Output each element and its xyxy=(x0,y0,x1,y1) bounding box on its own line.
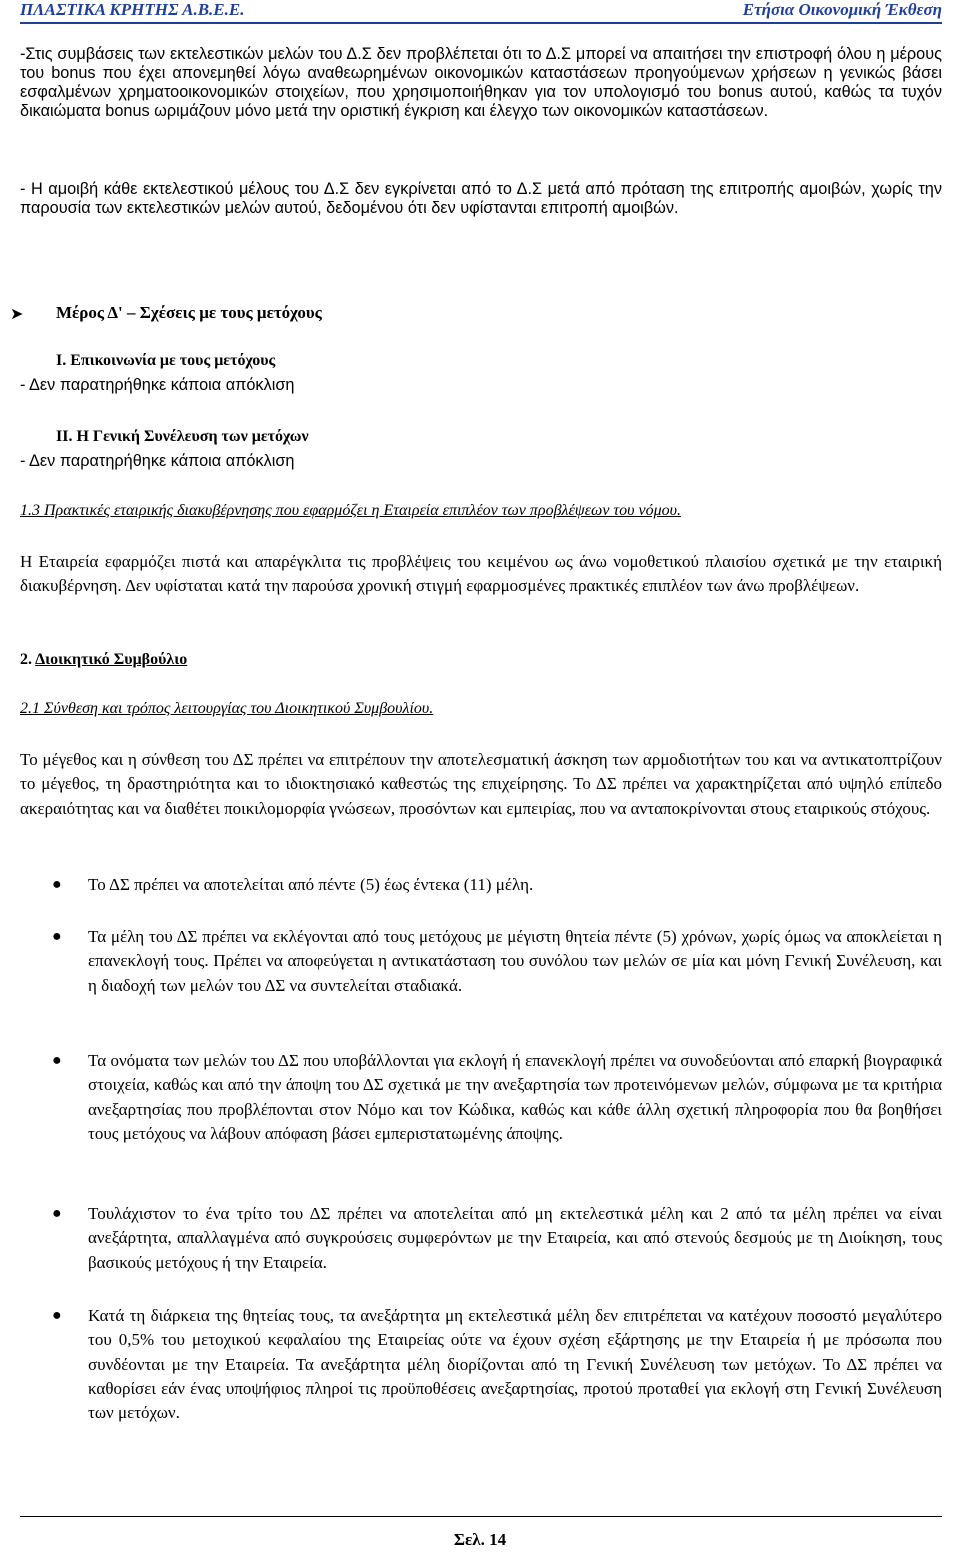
bullet-dot-icon: ● xyxy=(52,876,62,893)
section-1-3-text: Η Εταιρεία εφαρμόζει πιστά και απαρέγκλιτα τις προβλέψεις του κειμένου ως άνω νομοθετικού πλαισίου σχετικά με την εταιρική διακυβέρνηση. Δεν υφίσταται κατά την παρούσα χρονική στιγμή εφαρμοσμένες πρακτικές επιπλέον των άνω προβλέψεων. xyxy=(20,552,942,596)
section-ii-title: ΙΙ. Η Γενική Συνέλευση των μετόχων xyxy=(56,428,309,445)
section-i-text: - Δεν παρατηρήθηκε κάποια απόκλιση xyxy=(20,376,295,394)
section-2-1-text: Το μέγεθος και η σύνθεση του ΔΣ πρέπει να επιτρέπουν την αποτελεσματική άσκηση των αρμοδιοτήτων του και να αντικατοπτρίζουν το μέγεθος, τη δραστηριότητα και το ιδιοκτησιακό καθεστώς της επιχείρησης. Το ΔΣ πρέπει να χαρακτηρίζεται από υψηλό επίπεδο ακεραιότητας και να διαθέτει ποικιλομορφία γνώσεων, προσόντων και εμπειρίας, που να ανταποκρίνονται στους εταιρικούς στόχους. xyxy=(20,750,942,818)
intro-paragraph-2: - Η αμοιβή κάθε εκτελεστικού μέλους του Δ.Σ δεν εγκρίνεται από το Δ.Σ μετά από πρόταση της επιτροπής αμοιβών, χωρίς την παρουσία των εκτελεστικών μελών αυτού, δεδομένου ότι δεν υφίστανται επιτροπή αμοιβών. xyxy=(20,180,942,217)
report-title: Ετήσια Οικονομική Έκθεση xyxy=(742,0,942,19)
bullet-dot-icon: ● xyxy=(52,1205,62,1222)
section-i-title: Ι. Επικοινωνία με τους μετόχους xyxy=(56,352,276,369)
section-ii-text: - Δεν παρατηρήθηκε κάποια απόκλιση xyxy=(20,452,295,470)
bullet-dot-icon: ● xyxy=(52,1052,62,1069)
bullet-item: Τα μέλη του ΔΣ πρέπει να εκλέγονται από τους μετόχους με μέγιστη θητεία πέντε (5) χρόνων, χωρίς όμως να αποκλείεται η επανεκλογή τους. Πρέπει να αποφεύγεται η αντικατάσταση του συνόλου των μελών σε μία και μόνη Γενική Συνέλευση, και η διαδοχή των μελών του ΔΣ να συντελείται σταδιακά. xyxy=(88,927,942,995)
page-header xyxy=(0,0,960,22)
section-2-1-title: 2.1 Σύνθεση και τρόπος λειτουργίας του Διοικητικού Συμβουλίου. xyxy=(20,700,434,717)
section-2-number: 2. xyxy=(20,651,32,668)
bullet-item: Τουλάχιστον το ένα τρίτο του ΔΣ πρέπει να αποτελείται από μη εκτελεστικά μέλη και 2 από τα μέλη πρέπει να είναι ανεξάρτητα, απαλλαγμένα από συγκρούσεις συμφερόντων με την Εταιρεία, και από στενούς δεσμούς με τη Διοίκηση, τους βασικούς μετόχους ή την Εταιρεία. xyxy=(88,1204,942,1272)
bullet-dot-icon: ● xyxy=(52,928,62,945)
intro-paragraph-1: -Στις συμβάσεις των εκτελεστικών μελών του Δ.Σ δεν προβλέπεται ότι το Δ.Σ μπορεί να απαιτήσει την επιστροφή όλου η μέρους του bonus που έχει απονεμηθεί λόγω αναθεωρημένων οικονομικών καταστάσεων προηγούμενων χρήσεων η γενικώς βάσει εσφαλμένων χρηματοοικονομικών στοιχείων, που χρησιμοποιήθηκαν για τον υπολογισμό του bonus αυτού, καθώς τα τυχόν δικαιώματα bonus ωριμάζουν μόνο μετά την οριστική έγκριση και έλεγχο των οικονομικών καταστάσεων. xyxy=(20,45,942,120)
section-1-3-title: 1.3 Πρακτικές εταιρικής διακυβέρνησης που εφαρμόζει η Εταιρεία επιπλέον των προβλέψεων του νόμου. xyxy=(20,502,681,519)
section-2-title: Διοικητικό Συμβούλιο xyxy=(35,651,188,668)
bullet-item: Το ΔΣ πρέπει να αποτελείται από πέντε (5) έως έντεκα (11) μέλη. xyxy=(88,875,534,894)
page-number: Σελ. 14 xyxy=(453,1530,507,1549)
footer-rule xyxy=(20,1516,942,1517)
section-2-heading xyxy=(20,651,942,669)
bullet-dot-icon: ● xyxy=(52,1307,62,1324)
bullet-item: Τα ονόματα των μελών του ΔΣ που υποβάλλονται για εκλογή ή επανεκλογή πρέπει να συνοδεύονται από επαρκή βιογραφικά στοιχεία, καθώς και από την άποψη του ΔΣ σχετικά με την ανεξαρτησία των προτεινόμενων μελών, σύμφωνα με τα κριτήρια ανεξαρτησίας που προβλέπονται στον Νόμο και τον Κώδικα, καθώς και κάθε άλλη σχετική πληροφορία που θα βοηθήσει τους μετόχους να λάβουν απόφαση βάσει εμπεριστατωμένης άποψης. xyxy=(88,1051,942,1143)
company-name: ΠΛΑΣΤΙΚΑ ΚΡΗΤΗΣ Α.Β.Ε.Ε. xyxy=(20,0,245,19)
part-d-title: Μέρος Δ' – Σχέσεις με τους μετόχους xyxy=(56,303,322,322)
header-rule xyxy=(20,22,942,24)
arrow-bullet-icon: ➤ xyxy=(10,306,24,323)
part-d-heading xyxy=(10,302,322,324)
bullet-item: Κατά τη διάρκεια της θητείας τους, τα ανεξάρτητα μη εκτελεστικά μέλη δεν επιτρέπεται να κατέχουν ποσοστό μεγαλύτερο του 0,5% του μετοχικού κεφαλαίου της Εταιρείας ούτε να έχουν σχέση εξάρτησης με την Εταιρεία ή με πρόσωπα που συνδέονται με την Εταιρεία. Τα ανεξάρτητα μέλη διορίζονται από τη Γενική Συνέλευση των μετόχων. Το ΔΣ πρέπει να καθορίσει εάν ένας υποψήφιος πληροί τις προϋποθέσεις ανεξαρτησίας, προτού προταθεί για εκλογή στη Γενική Συνέλευση των μετόχων. xyxy=(88,1306,942,1423)
